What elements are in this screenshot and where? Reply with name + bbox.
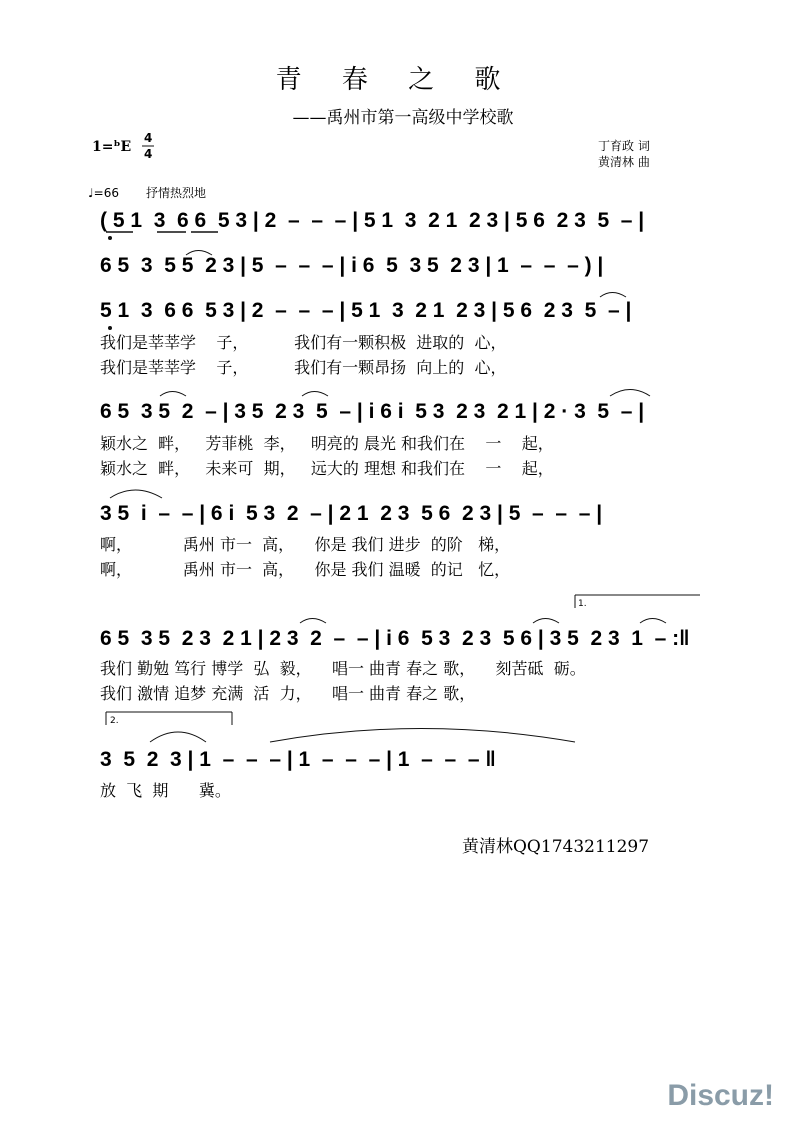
system-5-lyric-verse-2: 啊， 禹州 市一 高， 你是 我们 温暖 的记 忆，	[100, 560, 511, 579]
system-6-lyric-verse-1: 我们 勤勉 笃行 博学 弘 毅， 唱一 曲青 春之 歌， 刻苦砥 砺。	[100, 659, 586, 678]
slur	[150, 732, 206, 742]
system-4-lyric-verse-2: 颖水之 畔， 未来可 期， 远大的 理想 和我们在 一 起，	[100, 459, 554, 478]
octave-dot	[108, 326, 112, 330]
score-system-4	[100, 390, 650, 479]
system-7-lyric: 放 飞 期 冀。	[100, 781, 231, 800]
system-3-lyric-verse-1: 我们是莘莘学 子， 我们有一颗积极 进取的 心，	[100, 333, 507, 352]
expression-mark: 抒情热烈地	[146, 186, 207, 200]
system-6-lyric-verse-2: 我们 激情 追梦 充满 活 力， 唱一 曲青 春之 歌，	[100, 684, 476, 703]
key-signature: 1=ᵇE	[92, 139, 132, 155]
discuz-watermark: Discuz!	[667, 1079, 774, 1112]
system-7-notes: 3 5 2 3 | 1 – – – | 1 – – – | 1 – – – ‖	[100, 748, 496, 771]
slur	[640, 619, 666, 624]
tie	[270, 729, 575, 743]
time-signature-bottom: 4	[144, 147, 153, 161]
tempo-mark: ♩=66	[88, 186, 119, 200]
slur	[610, 390, 650, 397]
score-system-2	[100, 251, 603, 278]
system-5-notes: 3 5 i – – | 6 i 5 3 2 – | 2 1 2 3 5 6 2 3 | 5 – – – |	[100, 502, 603, 525]
score-system-3	[100, 293, 631, 378]
octave-dot	[108, 236, 112, 240]
slur	[300, 619, 326, 624]
system-3-notes: 5 1 3 6 6 5 3 | 2 – – – | 5 1 3 2 1 2 3 | 5 6 2 3 5 – |	[100, 299, 632, 322]
system-4-lyric-verse-1: 颖水之 畔， 芳菲桃 李， 明亮的 晨光 和我们在 一 起，	[100, 434, 554, 453]
score-system-6	[100, 595, 700, 703]
lyricist-credit: 丁育政 词	[598, 139, 650, 153]
system-4-notes: 6 5 3 5 2 – | 3 5 2 3 5 – | i 6 i 5 3 2 3 2 1 | 2 · 3 5 – |	[100, 400, 645, 423]
slur	[110, 490, 162, 498]
volta-2-label: 2.	[110, 716, 119, 726]
song-title: 青 春 之 歌	[275, 65, 517, 95]
song-subtitle: ——禹州市第一高级中学校歌	[292, 108, 514, 128]
score-system-7	[100, 712, 575, 800]
arranger-credit: 黄清林QQ1743211297	[462, 837, 650, 857]
system-3-lyric-verse-2: 我们是莘莘学 子， 我们有一颗昂扬 向上的 心，	[100, 358, 507, 377]
time-signature-top: 4	[144, 131, 153, 145]
system-2-notes: 6 5 3 5 5 2 3 | 5 – – – | i 6 5 3 5 2 3 | 1 – – – ) |	[100, 254, 604, 277]
slur	[302, 392, 328, 397]
system-6-notes: 6 5 3 5 2 3 2 1 | 2 3 2 – – | i 6 5 3 2 3 5 6 | 3 5 2 3 1 – :‖	[100, 627, 690, 650]
score-system-1	[100, 209, 644, 240]
system-1-notes: ( 5 1 3 6 6 5 3 | 2 – – – | 5 1 3 2 1 2 3 | 5 6 2 3 5 – |	[100, 209, 645, 232]
composer-credit: 黄清林 曲	[598, 155, 650, 169]
score-system-5	[100, 490, 602, 579]
volta-1-label: 1.	[578, 599, 587, 609]
slur	[600, 293, 626, 298]
slur	[533, 619, 559, 624]
slur	[160, 392, 186, 397]
system-5-lyric-verse-1: 啊， 禹州 市一 高， 你是 我们 进步 的阶 梯，	[100, 535, 511, 554]
